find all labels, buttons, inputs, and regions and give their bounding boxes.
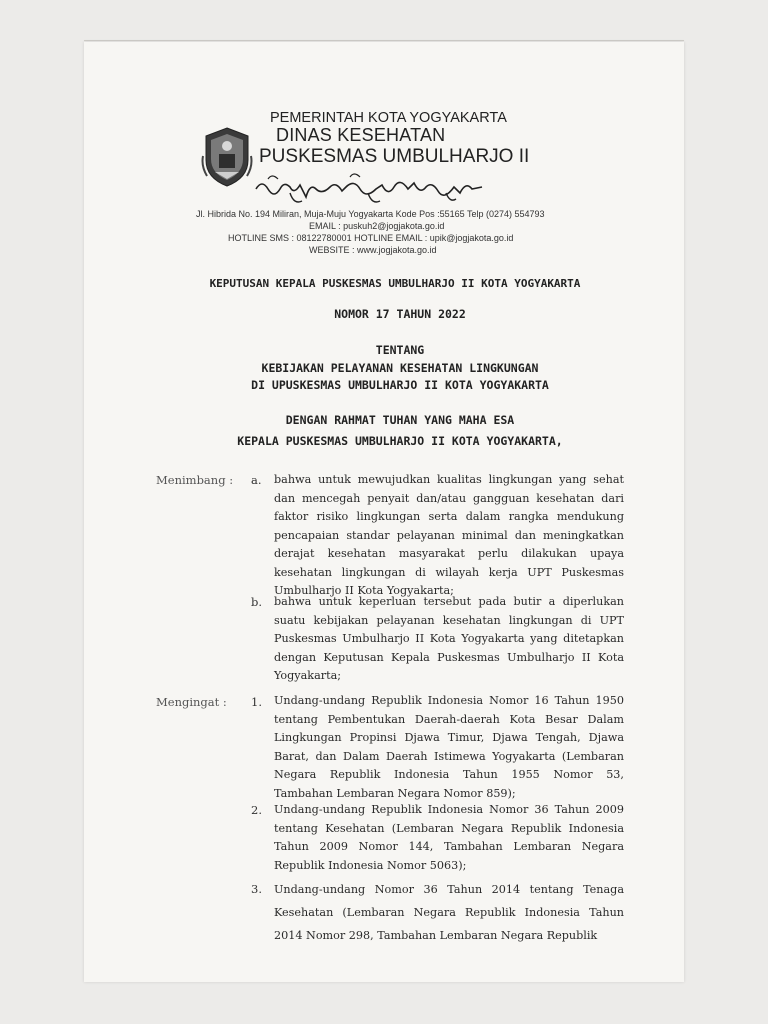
agency-name: DINAS KESEHATAN xyxy=(276,125,446,145)
decree-number: NOMOR 17 TAHUN 2022 xyxy=(334,307,466,321)
decree-title: KEPUTUSAN KEPALA PUSKESMAS UMBULHARJO II KOTA YOGYAKARTA xyxy=(209,277,581,290)
address-line: Jl. Hibrida No. 194 Miliran, Muja-Muju Yogyakarta Kode Pos :55165 Telp (0274) 554793 xyxy=(196,209,545,219)
menimbang-item-b: bahwa untuk keperluan tersebut pada butir a diperlukan suatu kebijakan pelayanan kesehatan lingkungan di UPT Puskesmas Umbulharjo II Kota Yogyakarta yang ditetapkan dengan Keputusan Kepala Puskesmas Umbulharjo II Kota Yogyakarta; xyxy=(274,595,624,682)
institution-name: PUSKESMAS UMBULHARJO II xyxy=(259,146,530,167)
mengingat-item-2: Undang-undang Republik Indonesia Nomor 36 Tahun 2009 tentang Kesehatan (Lembaran Negara Republik Indonesia Tahun 2009 Nomor 144, Tambahan Lembaran Negara Republik Indonesia Nomor 5063); xyxy=(274,803,624,872)
mengingat-item-1: Undang-undang Republik Indonesia Nomor 16 Tahun 1950 tentang Pembentukan Daerah-daerah Kota Besar Dalam Lingkungan Propinsi Djawa Timur, Djawa Tengah, Djawa Barat, dan Dalam Daerah Istimewa Yogyakarta (Lembaran Negara Republik Indonesia Tahun 1955 Nomor 53, Tambahan Lembaran Negara Nomor 859); xyxy=(274,694,624,800)
decree-about: TENTANG xyxy=(375,343,425,357)
mengingat-label: Mengingat : xyxy=(156,695,227,709)
email-line: EMAIL : puskuh2@jogjakota.go.id xyxy=(309,221,445,231)
item-marker: b. xyxy=(251,595,263,609)
hotline-line: HOTLINE SMS : 08122780001 HOTLINE EMAIL : upik@jogjakota.go.id xyxy=(228,233,514,243)
javanese-script-name xyxy=(250,171,490,209)
website-line: WEBSITE : www.jogjakota.go.id xyxy=(309,245,437,255)
government-name: PEMERINTAH KOTA YOGYAKARTA xyxy=(270,110,507,126)
item-marker: 1. xyxy=(251,695,262,709)
top-edge-line xyxy=(84,40,684,41)
decree-subject-line-1: KEBIJAKAN PELAYANAN KESEHATAN LINGKUNGAN xyxy=(261,361,539,375)
menimbang-item-a: bahwa untuk mewujudkan kualitas lingkungan yang sehat dan mencegah penyait dan/atau gangguan kesehatan dari faktor risiko lingkungan serta dalam rangka mendukung pencapaian standar pelayanan minimal dan meningkatkan derajat kesehatan masyarakat perlu dilakukan upaya kesehatan lingkungan di wilayah kerja UPT Puskesmas Umbulharjo II Kota Yogyakarta; xyxy=(274,473,624,597)
mengingat-item-3: Undang-undang Nomor 36 Tahun 2014 tentang Tenaga Kesehatan (Lembaran Negara Republik Indonesia Tahun 2014 Nomor 298, Tambahan Lembaran Negara Republik xyxy=(274,883,624,942)
item-marker: a. xyxy=(251,473,262,487)
item-marker: 3. xyxy=(251,882,262,896)
decree-blessing: DENGAN RAHMAT TUHAN YANG MAHA ESA xyxy=(285,413,515,427)
menimbang-label: Menimbang : xyxy=(156,473,234,487)
decree-authority: KEPALA PUSKESMAS UMBULHARJO II KOTA YOGYAKARTA, xyxy=(237,434,563,448)
decree-subject-line-2: DI UPUSKESMAS UMBULHARJO II KOTA YOGYAKARTA xyxy=(251,378,549,392)
item-marker: 2. xyxy=(251,803,262,817)
city-emblem-icon xyxy=(201,126,253,188)
